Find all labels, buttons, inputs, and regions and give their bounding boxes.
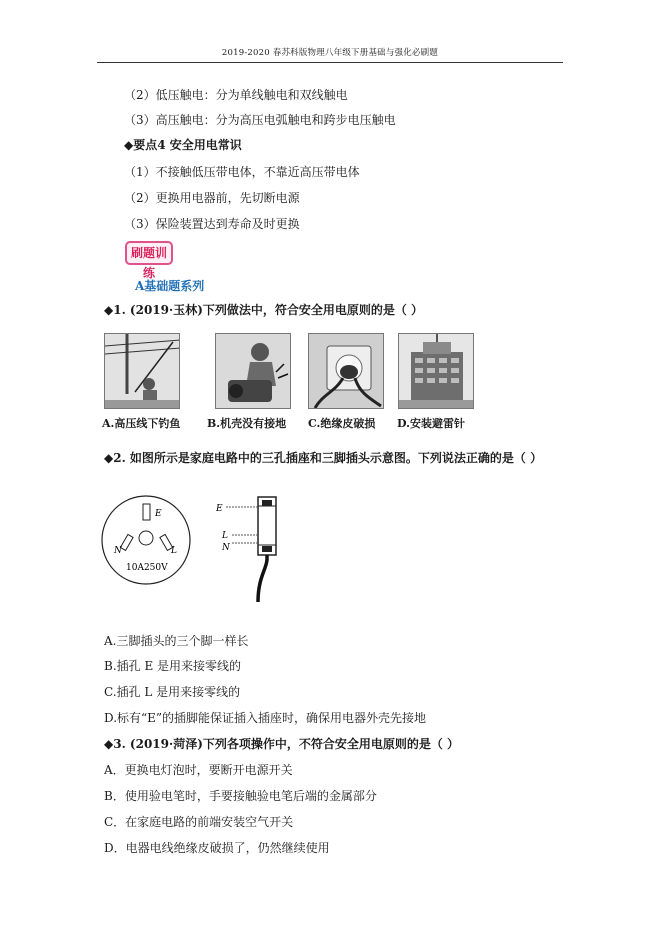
key-point-heading [124, 137, 242, 153]
safety-rule-3: （3）保险装置达到寿命及时更换 [124, 217, 300, 231]
plug-cord [258, 555, 267, 602]
q2-option-a: A.三脚插头的三个脚一样长 [104, 634, 249, 648]
safety-rule-1: （1）不接触低压带电体，不靠近高压带电体 [124, 165, 360, 179]
low-voltage-item: （2）低压触电：分为单线触电和双线触电 [124, 88, 348, 102]
lightning-rod-building-image [398, 333, 474, 409]
option-d-label: D.安装避雷针 [397, 417, 465, 430]
q2-option-b: B.插孔 E 是用来接零线的 [104, 659, 242, 673]
safety-rule-2: （2）更换用电器前，先切断电源 [124, 191, 300, 205]
q3-option-d: D．电器电线绝缘皮破损了，仍然继续使用 [104, 841, 330, 855]
diamond-icon: ◆ [124, 138, 134, 152]
socket-n-text: N [114, 546, 122, 556]
option-a-label: A.高压线下钓鱼 [102, 417, 181, 430]
plug-e-text: E [216, 504, 223, 514]
socket-e-text: E [155, 509, 162, 519]
socket-rating-text: 10A250V [126, 563, 168, 573]
q2-option-d: D.标有“E”的插脚能保证插入插座时，确保用电器外壳先接地 [104, 711, 427, 725]
question-2-stem: ◆2. 如图所示是家庭电路中的三孔插座和三脚插头示意图。下列说法正确的是（ ） [104, 451, 543, 465]
plug-n-text: N [222, 543, 230, 553]
option-c-label: C.绝缘皮破损 [308, 417, 376, 430]
section-title: A基础题系列 [135, 279, 205, 293]
q3-option-a: A．更换电灯泡时，要断开电源开关 [104, 763, 293, 777]
practice-badge: 刷题训练 [125, 241, 173, 265]
ungrounded-machine-image [215, 333, 291, 409]
option-b-label: B.机壳没有接地 [207, 417, 287, 430]
high-voltage-item: （3）高压触电：分为高压电弧触电和跨步电压触电 [124, 113, 396, 127]
damaged-insulation-image [308, 333, 384, 409]
question-1-stem: ◆1. (2019·玉林)下列做法中，符合安全用电原则的是（ ） [104, 303, 424, 317]
key-point-title: 要点4 安全用电常识 [133, 138, 242, 152]
q2-option-c: C.插孔 L 是用来接零线的 [104, 685, 241, 699]
fishing-power-line-image [104, 333, 180, 409]
q3-option-b: B．使用验电笔时，手要接触验电笔后端的金属部分 [104, 789, 377, 803]
page-header: 2019-2020 春苏科版物理八年级下册基础与强化必刷题 [97, 46, 563, 63]
socket-l-text: L [171, 546, 177, 556]
q3-option-c: C．在家庭电路的前端安装空气开关 [104, 815, 294, 829]
plug-l-text: L [222, 531, 228, 541]
question-3-stem: ◆3. (2019·菏泽)下列各项操作中，不符合安全用电原则的是（ ） [104, 737, 460, 751]
socket-plug-diagram [100, 490, 310, 605]
